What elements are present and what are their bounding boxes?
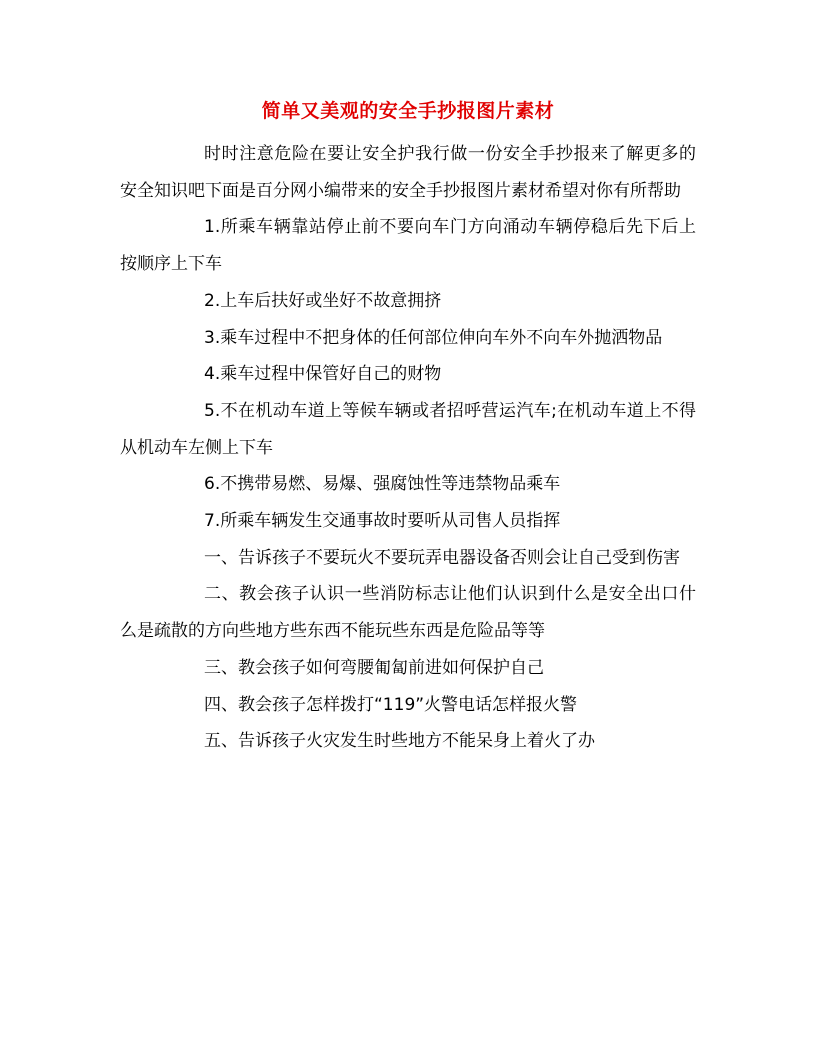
rule-item-6: 6.不携带易燃、易爆、强腐蚀性等违禁物品乘车 (204, 474, 561, 495)
rule-item-3: 3.乘车过程中不把身体的任何部位伸向车外不向车外抛洒物品 (204, 327, 663, 348)
fire-tip-1: 一、告诉孩子不要玩火不要玩弄电器设备否则会让自己受到伤害 (204, 547, 680, 568)
document-title: 简单又美观的安全手抄报图片素材 (261, 100, 555, 122)
fire-tip-4: 四、教会孩子怎样拨打“119”火警电话怎样报火警 (204, 694, 578, 715)
rule-item-5: 5.不在机动车道上等候车辆或者招呼营运汽车;在机动车道上不得从机动车左侧上下车 (120, 400, 696, 458)
intro-paragraph: 时时注意危险在要让安全护我行做一份安全手抄报来了解更多的安全知识吧下面是百分网小编带来的安全手抄报图片素材希望对你有所帮助 (120, 144, 696, 201)
rule-item-7: 7.所乘车辆发生交通事故时要听从司售人员指挥 (204, 511, 561, 532)
rule-item-4: 4.乘车过程中保管好自己的财物 (204, 364, 442, 385)
fire-tip-2: 二、教会孩子认识一些消防标志让他们认识到什么是安全出口什么是疏散的方向些地方些东西不能玩些东西是危险品等等 (120, 584, 696, 642)
document-body (120, 136, 696, 760)
rule-item-2: 2.上车后扶好或坐好不故意拥挤 (204, 290, 442, 311)
fire-tip-3: 三、教会孩子如何弯腰匍匐前进如何保护自己 (204, 657, 544, 678)
rule-item-1: 1.所乘车辆靠站停止前不要向车门方向涌动车辆停稳后先下后上按顺序上下车 (120, 217, 696, 275)
fire-tip-5: 五、告诉孩子火灾发生时些地方不能呆身上着火了办 (204, 731, 595, 752)
